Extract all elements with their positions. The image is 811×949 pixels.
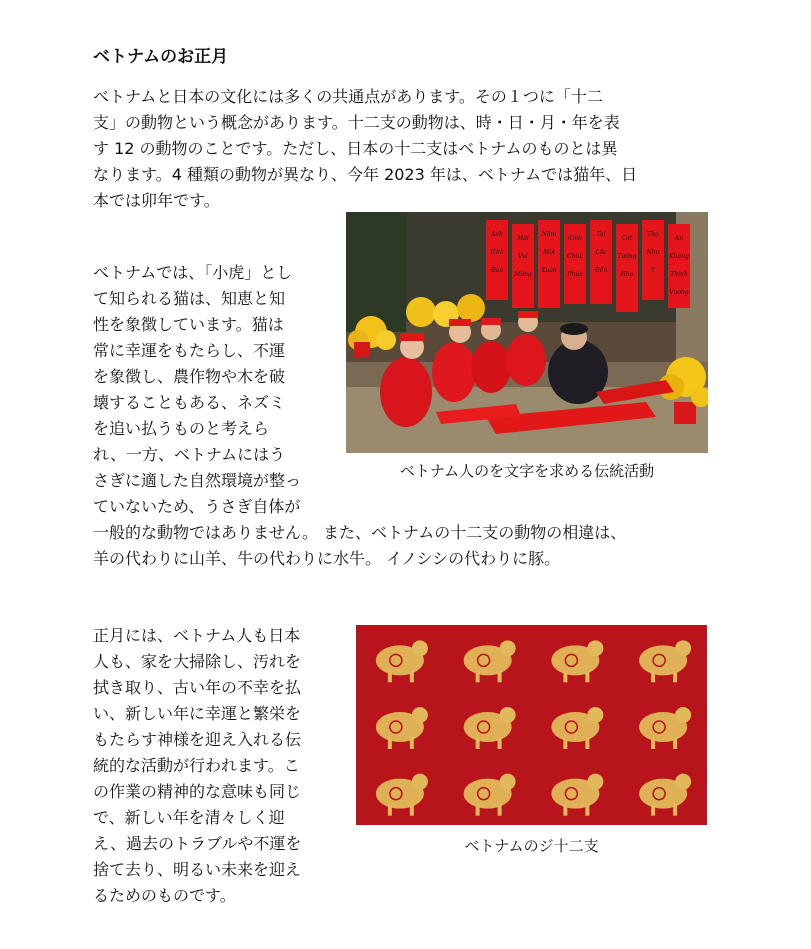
banner-text: Chúc <box>567 253 583 260</box>
intro-line: 本では卯年です。 <box>93 191 220 210</box>
banner-text: Năm <box>541 231 557 238</box>
banner-text: Kính <box>567 235 583 242</box>
cat-line: れ、一方、ベトナムにはう <box>93 445 286 464</box>
new-year-line: で、新しい年を清々しく迎 <box>93 808 285 827</box>
cat-line: を象徴し、農作物や木を破 <box>93 367 286 386</box>
banner-text: Tài <box>596 231 606 238</box>
cat-paragraph-continued <box>93 520 723 572</box>
banner-text: Vui <box>518 253 528 260</box>
banner-text: Như <box>646 249 660 256</box>
page-title: ベトナムのお正月 <box>93 47 229 67</box>
zodiac-image <box>356 625 707 825</box>
banner-text: Anh <box>490 231 504 238</box>
banner-text: Đến <box>594 267 608 274</box>
cat-line: ていないため、うさぎ自体が <box>93 497 301 516</box>
banner-text: Xuân <box>541 267 557 274</box>
banner-text: Đàn <box>490 267 504 274</box>
zodiac-caption: ベトナムのジ十二支 <box>464 837 599 855</box>
new-year-line: の作業の精神的な意味も同じ <box>93 782 302 801</box>
banner-text: Lộc <box>595 249 607 256</box>
cat-line: 一般的な動物ではありません。 また、ベトナムの十二支の動物の相違は、 <box>93 523 627 542</box>
intro-line: ベトナムと日本の文化には多くの共通点があります。その１つに「十二 <box>93 87 603 106</box>
calligraphy-photo <box>346 212 708 453</box>
cat-line: 常に幸運をもたらし、不運 <box>93 341 286 360</box>
cat-line: 羊の代わりに山羊、牛の代わりに水牛。 イノシシの代わりに豚。 <box>93 549 561 568</box>
new-year-line: 人も、家を大掃除し、汚れを <box>93 652 302 671</box>
banner-text: Cát <box>621 235 633 242</box>
intro-line: なります。4 種類の動物が異なり、今年 2023 年は、ベトナムでは猫年、日 <box>93 165 638 184</box>
cat-line: さぎに適した自然環境が整っ <box>93 471 302 490</box>
banner-text: An <box>674 235 684 242</box>
new-year-line: 統的な活動が行われます。こ <box>93 756 300 775</box>
banner-text: Mới <box>543 249 555 256</box>
banner-text: Thọ <box>647 231 659 238</box>
banner-text: Phúc <box>567 271 583 278</box>
cat-line: 壊することもある、ネズミ <box>93 393 286 412</box>
new-year-line: もたらす神様を迎え入れる伝 <box>93 730 302 749</box>
banner-text: Vượng <box>669 289 689 296</box>
banner-text: Thịnh <box>670 271 688 278</box>
banner-text: Ý <box>651 267 655 274</box>
calligraphy-caption: ベトナム人のを文字を求める伝統活動 <box>399 462 655 480</box>
cat-line: ベトナムでは、「小虎」とし <box>93 263 293 282</box>
intro-paragraph <box>93 84 723 214</box>
cat-line: を追い払うものと考えら <box>93 419 270 438</box>
new-year-line: 正月には、ベトナム人も日本 <box>93 626 301 645</box>
banner-text: Khang <box>669 253 689 260</box>
new-year-paragraph <box>93 623 343 909</box>
intro-line: す 12 の動物のことです。ただし、日本の十二支はベトナムのものとは異 <box>93 139 618 158</box>
banner-text: Mừng <box>514 271 532 278</box>
new-year-line: るためのものです。 <box>93 886 236 905</box>
new-year-line: 拭き取り、古い年の不幸を払 <box>93 678 302 697</box>
banner-text: Tường <box>617 253 637 260</box>
cat-line: て知られる猫は、知恵と知 <box>93 289 286 308</box>
cat-paragraph <box>93 260 343 520</box>
intro-line: 支」の動物という概念があります。十二支の動物は、時・日・月・年を表 <box>93 113 620 132</box>
new-year-line: い、新しい年に幸運と繁栄を <box>93 704 302 723</box>
cat-line: 性を象徴しています。猫は <box>93 315 284 334</box>
banner-text: Mai <box>517 235 529 242</box>
new-year-line: 捨て去り、明るい未来を迎え <box>93 860 302 879</box>
banner-text: Hòa <box>620 271 634 278</box>
banner-text: Nhà <box>490 249 504 256</box>
new-year-line: え、過去のトラブルや不運を <box>93 834 302 853</box>
